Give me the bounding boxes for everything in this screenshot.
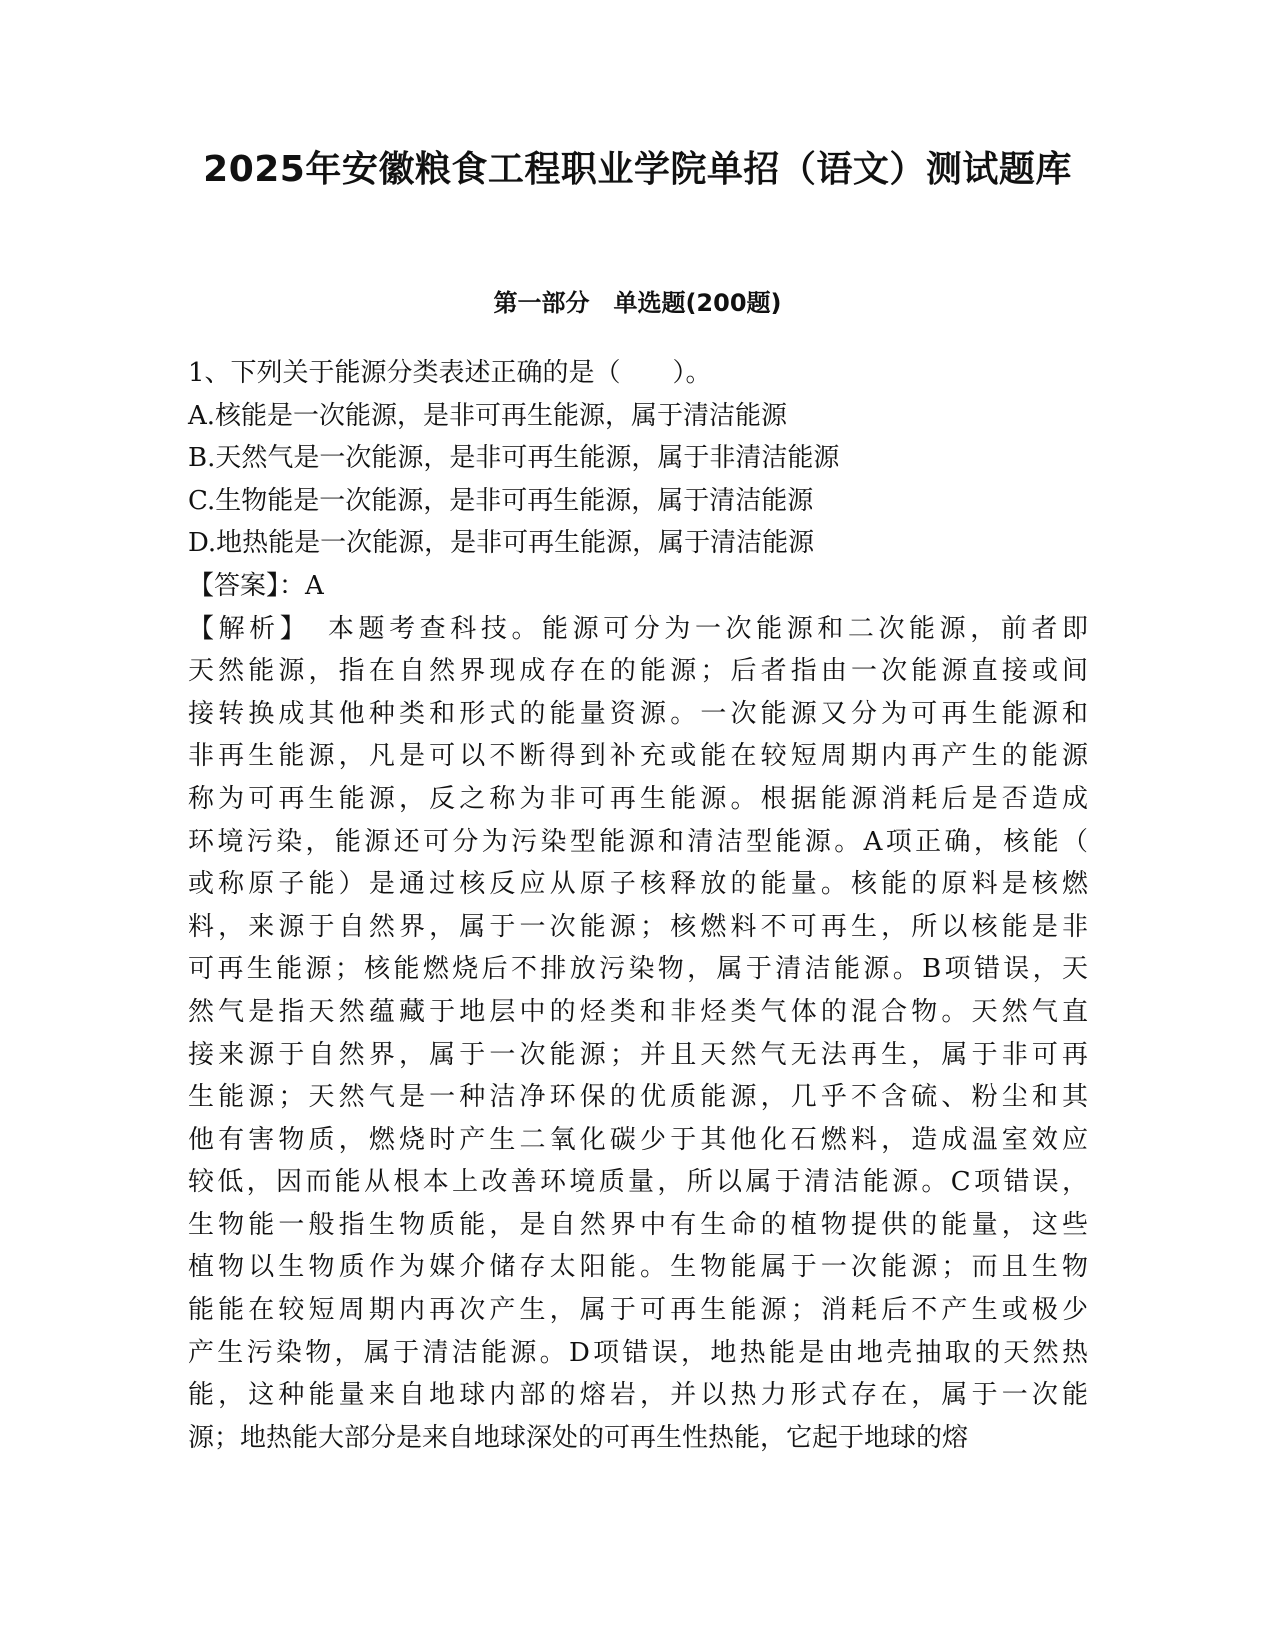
- explanation-line: 接来源于自然界，属于一次能源；并且天然气无法再生，属于非可再: [188, 1039, 1088, 1070]
- explanation-line: 料，来源于自然界，属于一次能源；核燃料不可再生，所以核能是非: [188, 911, 1088, 942]
- option-c: C.生物能是一次能源，是非可再生能源，属于清洁能源: [188, 485, 814, 516]
- explanation-line: 【解析】 本题考查科技。能源可分为一次能源和二次能源，前者即: [188, 613, 1088, 644]
- explanation-line: 生能源；天然气是一种洁净环保的优质能源，几乎不含硫、粉尘和其: [188, 1082, 1088, 1113]
- question-block: [188, 352, 1088, 1459]
- explanation-line: 源；地热能大部分是来自地球深处的可再生性热能，它起于地球的熔: [188, 1422, 969, 1453]
- option-a: A.核能是一次能源，是非可再生能源，属于清洁能源: [188, 400, 788, 431]
- question-stem: 1、下列关于能源分类表述正确的是（ ）。: [188, 358, 712, 388]
- explanation-line: 环境污染，能源还可分为污染型能源和清洁型能源。A项正确，核能（: [188, 826, 1088, 857]
- document-title: 2025年安徽粮食工程职业学院单招（语文）测试题库: [203, 149, 1072, 190]
- explanation-line: 能能在较短周期内再次产生，属于可再生能源；消耗后不产生或极少: [188, 1295, 1088, 1326]
- explanation-line: 生物能一般指生物质能，是自然界中有生命的植物提供的能量，这些: [188, 1209, 1088, 1240]
- option-b: B.天然气是一次能源，是非可再生能源，属于非清洁能源: [188, 443, 840, 474]
- explanation-line: 产生污染物，属于清洁能源。D项错误，地热能是由地壳抽取的天然热: [188, 1337, 1088, 1368]
- option-d: D.地热能是一次能源，是非可再生能源，属于清洁能源: [188, 528, 815, 559]
- explanation-line: 他有害物质，燃烧时产生二氧化碳少于其他化石燃料，造成温室效应: [188, 1124, 1088, 1155]
- explanation-line: 接转换成其他种类和形式的能量资源。一次能源又分为可再生能源和: [188, 698, 1088, 729]
- explanation-line: 植物以生物质作为媒介储存太阳能。生物能属于一次能源；而且生物: [188, 1252, 1088, 1283]
- explanation-line: 非再生能源，凡是可以不断得到补充或能在较短周期内再产生的能源: [188, 741, 1088, 772]
- section-heading: 第一部分 单选题(200题): [493, 289, 782, 317]
- explanation-line: 然气是指天然蕴藏于地层中的烃类和非烃类气体的混合物。天然气直: [188, 996, 1088, 1027]
- explanation-line: 较低，因而能从根本上改善环境质量，所以属于清洁能源。C项错误，: [188, 1167, 1088, 1198]
- explanation-line: 天然能源，指在自然界现成存在的能源；后者指由一次能源直接或间: [188, 656, 1088, 687]
- answer-line: 【答案】：A: [188, 570, 324, 601]
- explanation-line: 称为可再生能源，反之称为非可再生能源。根据能源消耗后是否造成: [188, 783, 1088, 814]
- explanation-line: 能，这种能量来自地球内部的熔岩，并以热力形式存在，属于一次能: [188, 1380, 1088, 1411]
- explanation-line: 可再生能源；核能燃烧后不排放污染物，属于清洁能源。B项错误，天: [188, 954, 1088, 985]
- explanation-line: 或称原子能）是通过核反应从原子核释放的能量。核能的原料是核燃: [188, 869, 1088, 900]
